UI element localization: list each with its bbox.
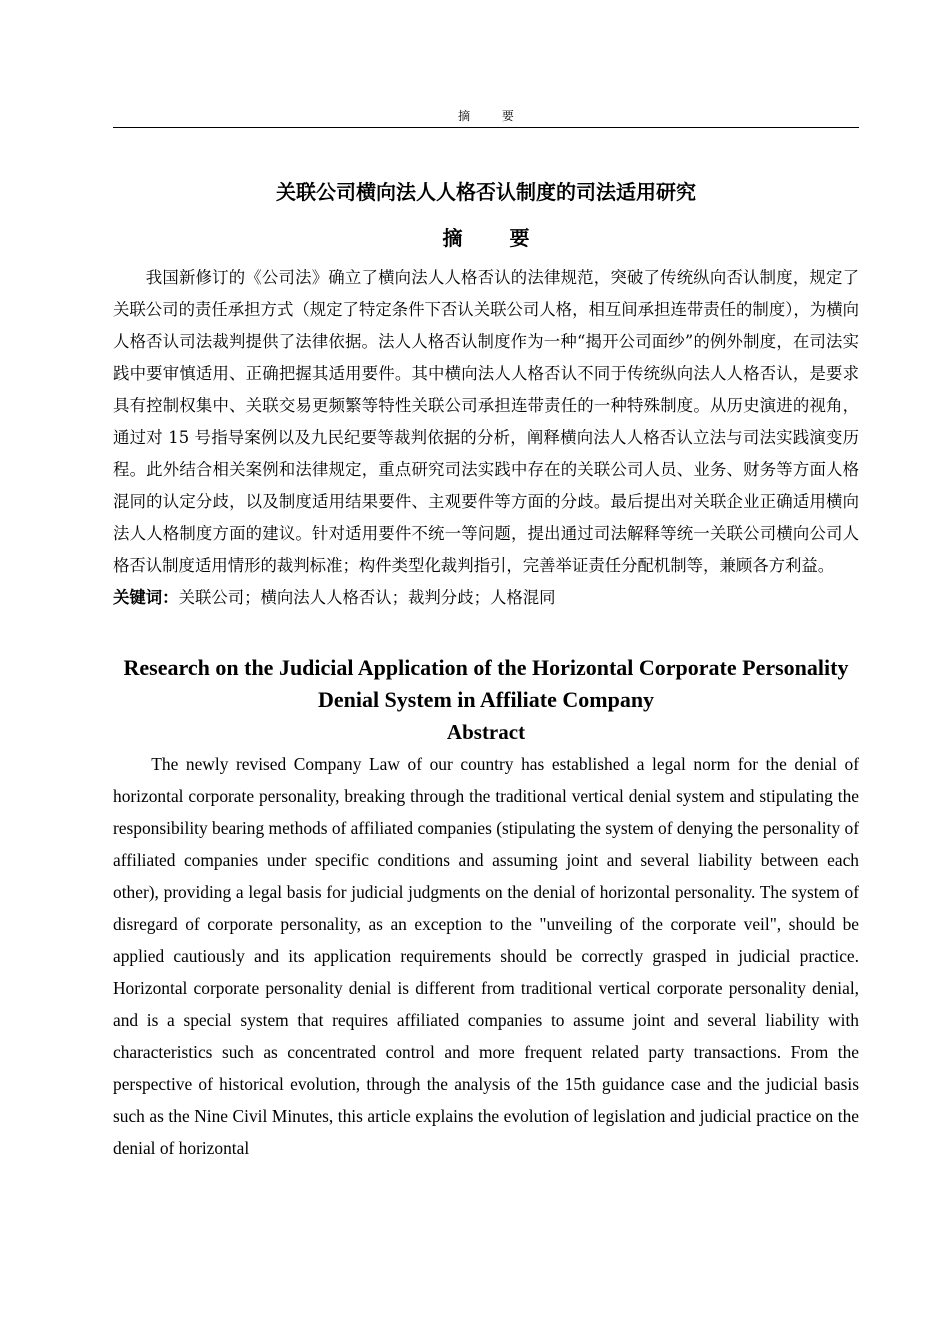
- header-rule: [113, 127, 859, 128]
- running-header: 摘 要: [458, 109, 528, 123]
- page-content: [113, 172, 859, 1164]
- english-abstract-heading: Abstract: [446, 720, 526, 744]
- keywords-label: 关键词：: [113, 588, 179, 607]
- chinese-keywords: [113, 582, 859, 614]
- chinese-abstract-heading: 摘 要: [442, 226, 550, 250]
- chinese-abstract-body: 我国新修订的《公司法》确立了横向法人人格否认的法律规范，突破了传统纵向否认制度，规定了关联公司的责任承担方式（规定了特定条件下否认关联公司人格，相互间承担连带责任的制度），为横向人格否认司法裁判提供了法律依据。法人人格否认制度作为一种“揭开公司面纱”的例外制度，在司法实践中要审慎适用、正确把握其适用要件。其中横向法人人格否认不同于传统纵向法人人格否认，是要求具有控制权集中、关联交易更频繁等特性关联公司承担连带责任的一种特殊制度。从历史演进的视角，通过对 15 号指导案例以及九民纪要等裁判依据的分析，阐释横向法人人格否认立法与司法实践演变历程。此外结合相关案例和法律规定，重点研究司法实践中存在的关联公司人员、业务、财务等方面人格混同的认定分歧，以及制度适用结果要件、主观要件等方面的分歧。最后提出对关联企业正确适用横向法人人格制度方面的建议。针对适用要件不统一等问题，提出通过司法解释等统一关联公司横向公司人格否认制度适用情形的裁判标准；构件类型化裁判指引，完善举证责任分配机制等，兼顾各方利益。: [113, 268, 859, 575]
- keywords-text: 关联公司；横向法人人格否认；裁判分歧；人格混同: [178, 588, 556, 607]
- english-title: Research on the Judicial Application of the Horizontal Corporate Personality Denial System in Affiliate Company: [123, 655, 849, 712]
- chinese-title: 关联公司横向法人人格否认制度的司法适用研究: [276, 180, 696, 204]
- english-abstract-body: The newly revised Company Law of our country has established a legal norm for the denial of horizontal corporate personality, breaking through the traditional vertical denial system and stipulating the responsibility bearing methods of affiliated companies (stipulating the system of denying the personality of affiliated companies under specific conditions and assuming joint and several liability between each other), providing a legal basis for judicial judgments on the denial of horizontal personality. The system of disregard of corporate personality, as an exception to the "unveiling of the corporate veil", should be applied cautiously and its application requirements should be correctly grasped in judicial practice. Horizontal corporate personality denial is different from traditional vertical corporate personality denial, and is a special system that requires affiliated companies to assume joint and several liability with characteristics such as concentrated control and more frequent related party transactions. From the perspective of historical evolution, through the analysis of the 15th guidance case and the judicial basis such as the Nine Civil Minutes, this article explains the evolution of legislation and judicial practice on the denial of horizontal: [113, 754, 859, 1158]
